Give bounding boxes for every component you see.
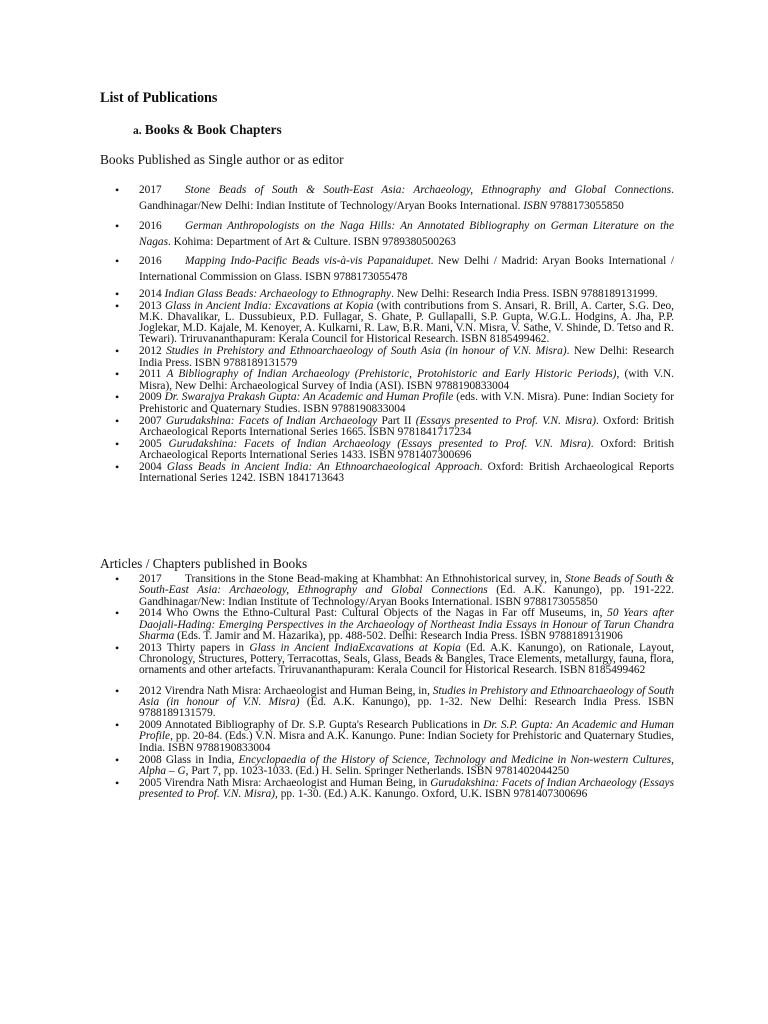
item-details: , Part 7, pp. 1023-1033. (Ed.) H. Selin. Springer Netherlands. ISBN 9781402044250 bbox=[185, 764, 570, 777]
list-item bbox=[100, 574, 674, 608]
item-details: . New Delhi: Research India Press. ISBN 9788189131579 bbox=[139, 345, 674, 369]
list-item bbox=[100, 608, 674, 642]
item-details: . Gandhinagar/New Delhi: Indian Institute of Technology/Aryan Books International. bbox=[139, 184, 674, 213]
item-details: . Oxford: British Archaeological Reports International Series 1242. ISBN 1841713643 bbox=[139, 460, 674, 485]
list-item bbox=[100, 218, 674, 254]
item-year: 2011 bbox=[139, 368, 162, 381]
item-title: Studies in Prehistory and Ethnoarchaeology of South Asia (in honour of V.N. Misra) bbox=[139, 684, 674, 708]
item-details: . Kohima: Department of Art & Culture. ISBN 9789380500263 bbox=[168, 235, 456, 248]
item-year: 2013 bbox=[139, 299, 162, 312]
item-details: . New Delhi / Madrid: Aryan Books International / International Commission on Glass. ISBN 9788173055478 bbox=[139, 255, 674, 284]
item-details: , (with V.N. Misra), New Delhi: Archaeological Survey of India (ASI). ISBN 9788190833004 bbox=[139, 368, 674, 392]
item-article: Virendra Nath Misra: Archaeologist and Human Being, in bbox=[164, 776, 431, 789]
item-title: Glass in Ancient IndiaExcavations at Kopia bbox=[249, 641, 461, 654]
list-item bbox=[100, 439, 674, 462]
item-title: Encyclopaedia of the History of Science, Technology and Medicine in Non-western Cultures, Alpha – G bbox=[139, 753, 674, 777]
item-isbn-label: ISBN bbox=[523, 200, 548, 213]
list-item bbox=[100, 686, 674, 720]
item-year: 2017 bbox=[139, 184, 162, 196]
page-title: List of Publications bbox=[100, 90, 218, 106]
articles-list bbox=[100, 574, 674, 801]
list-item bbox=[100, 416, 674, 439]
item-title: Studies in Prehistory and Ethnoarchaeology of South Asia (in honour of V.N. Misra) bbox=[166, 345, 567, 358]
item-details: (Ed. A.K. Kanungo), pp. 191-222. Gandhinagar/New: Indian Institute of Technology/Aryan Books International. ISBN 9788173055850 bbox=[139, 584, 674, 608]
item-year: 2014 bbox=[139, 607, 162, 620]
item-year: 2009 bbox=[139, 391, 162, 404]
item-title: Dr. Swarajya Prakash Gupta: An Academic and Human Profile bbox=[164, 391, 454, 404]
list-item bbox=[100, 392, 674, 415]
item-year: 2014 bbox=[139, 287, 162, 300]
item-year: 2013 bbox=[139, 641, 162, 654]
item-subtitle: (Essays presented to Prof. V.N. Misra) bbox=[415, 414, 596, 427]
item-year: 2012 bbox=[139, 684, 162, 697]
item-details: , pp. 20-84. (Eds.) V.N. Misra and A.K. Kanungo. Pune: Indian Society for Prehistoric and Quaternary Studies, India. ISBN 9788190833004 bbox=[139, 730, 674, 754]
item-details: (Ed. A.K. Kanungo), pp. 1-32. New Delhi: Research India Press. ISBN 9788189131579. bbox=[139, 695, 674, 720]
item-part: Part II bbox=[377, 414, 416, 427]
item-details: . Oxford: British Archaeological Reports International Series 1433. ISBN 9781407300696 bbox=[139, 437, 675, 461]
item-year: 2008 bbox=[139, 753, 162, 766]
subsection-title-articles: Articles / Chapters published in Books bbox=[100, 556, 308, 571]
item-title: Indian Glass Beads: Archaeology to Ethnography bbox=[164, 287, 392, 300]
list-item bbox=[100, 462, 674, 485]
list-item bbox=[100, 778, 674, 801]
item-article: Thirty papers in bbox=[166, 641, 250, 654]
item-year: 2017 bbox=[139, 573, 162, 585]
list-item bbox=[100, 369, 674, 392]
item-title: Dr. S.P. Gupta: An Academic and Human Profile bbox=[139, 719, 674, 743]
item-details: (eds. with V.N. Misra). Pune: Indian Society for Prehistoric and Quaternary Studies. ISBN 9788190833004 bbox=[139, 391, 674, 415]
item-details: . New Delhi: Research India Press. ISBN 9788189131999. bbox=[391, 287, 658, 300]
subsection-title-books: Books Published as Single author or as editor bbox=[100, 152, 344, 167]
item-isbn: 9788173055850 bbox=[547, 200, 624, 213]
item-article: Virendra Nath Misra: Archaeologist and Human Being, in, bbox=[164, 684, 433, 697]
item-title: Gurudakshina: Facets of Indian Archaeology bbox=[165, 414, 378, 427]
item-article: Transitions in the Stone Bead-making at Khambhat: An Ethnohistorical survey, in, bbox=[185, 573, 565, 585]
item-details: . Oxford: British Archaeological Reports International Series 1665. ISBN 9781841717234 bbox=[139, 414, 674, 438]
item-title: Gurudakshina: Facets of Indian Archaeology (Essays presented to Prof. V.N. Misra) bbox=[139, 776, 674, 800]
item-details: , pp. 1-30. (Ed.) A.K. Kanungo. Oxford, U.K. ISBN 9781407300696 bbox=[275, 787, 588, 800]
item-year: 2016 bbox=[139, 219, 162, 232]
item-year: 2016 bbox=[139, 255, 162, 268]
section-marker: a. bbox=[133, 125, 142, 137]
item-year: 2009 bbox=[139, 719, 162, 732]
item-details: (Eds. T. Jamir and M. Hazarika), pp. 488-502. Delhi: Research India Press. ISBN 9788189131906 bbox=[174, 629, 623, 642]
item-title: 50 Years after Daojali-Hading: Emerging Perspectives in the Archaeology of Northeast India Essays in Honour of Tarun Chandra Sharma bbox=[139, 607, 674, 642]
item-title: Glass Beads in Ancient India: An Ethnoarchaeological Approach bbox=[166, 460, 480, 473]
item-details: (Ed. A.K. Kanungo), on Rationale, Layout, Chronology, Structures, Pottery, Terracottas, Seals, Glass, Beads & Bangles, Trace Elements, metallurgy, fauna, flora, ornaments and other artefacts. Triruvananthapuram: Kerala Council for Historical Research. ISBN 8185499462 bbox=[139, 641, 674, 677]
item-title: Mapping Indo-Pacific Beads vis-à-vis Papanaidupet bbox=[185, 255, 431, 268]
list-item bbox=[100, 253, 674, 289]
item-title: Glass in Ancient India: Excavations at Kopia bbox=[164, 299, 374, 312]
list-item bbox=[100, 346, 674, 369]
item-title: A Bibliography of Indian Archaeology (Prehistoric, Protohistoric and Early Historic Periods) bbox=[166, 368, 617, 381]
item-article: Glass in India, bbox=[165, 753, 239, 766]
books-list bbox=[100, 182, 674, 485]
list-item bbox=[100, 182, 674, 218]
item-article: Who Owns the Ethno-Cultural Past: Cultural Objects of the Nagas in Far off Museums, in, bbox=[166, 607, 608, 620]
item-title: Stone Beads of South & South-East Asia: Archaeology, Ethnography and Global Connections bbox=[185, 184, 672, 196]
section-heading-books bbox=[133, 122, 282, 138]
item-year: 2005 bbox=[139, 437, 162, 450]
item-title: German Anthropologists on the Naga Hills: An Annotated Bibliography on German Literature on the Nagas bbox=[139, 219, 674, 248]
item-article: Annotated Bibliography of Dr. S.P. Gupta's Research Publications in bbox=[164, 719, 484, 732]
item-title: Stone Beads of South & South-East Asia: Archaeology, Ethnography and Global Connections bbox=[139, 573, 674, 597]
item-title: Gurudakshina: Facets of Indian Archaeology (Essays presented to Prof. V.N. Misra) bbox=[168, 437, 591, 450]
list-item bbox=[100, 720, 674, 754]
item-details: (with contributions from S. Ansari, R. Brill, A. Carter, S.G. Deo, M.K. Dhavalikar, L. Dussubieux, P.D. Fullagar, S. Ghate, P. Gullapalli, S.P. Gupta, W.G.L. Hodgins, A. Jha, P.P. Joglekar, M.D. Kajale, M. Kenoyer, A. Kulkarni, R. Law, B.R. Mani, V.N. Misra, V. Sathe, V. Shinde, D. Tetso and R. Tewari). Triruvananthapuram: Kerala Council for Historical Research. ISBN 8185499462. bbox=[139, 299, 674, 346]
item-year: 2004 bbox=[139, 460, 162, 473]
list-item bbox=[100, 301, 674, 347]
list-item bbox=[100, 643, 674, 686]
item-year: 2005 bbox=[139, 776, 162, 789]
list-item bbox=[100, 755, 674, 778]
section-heading-text: Books & Book Chapters bbox=[144, 122, 282, 137]
item-year: 2012 bbox=[139, 345, 162, 358]
item-year: 2007 bbox=[139, 414, 162, 427]
